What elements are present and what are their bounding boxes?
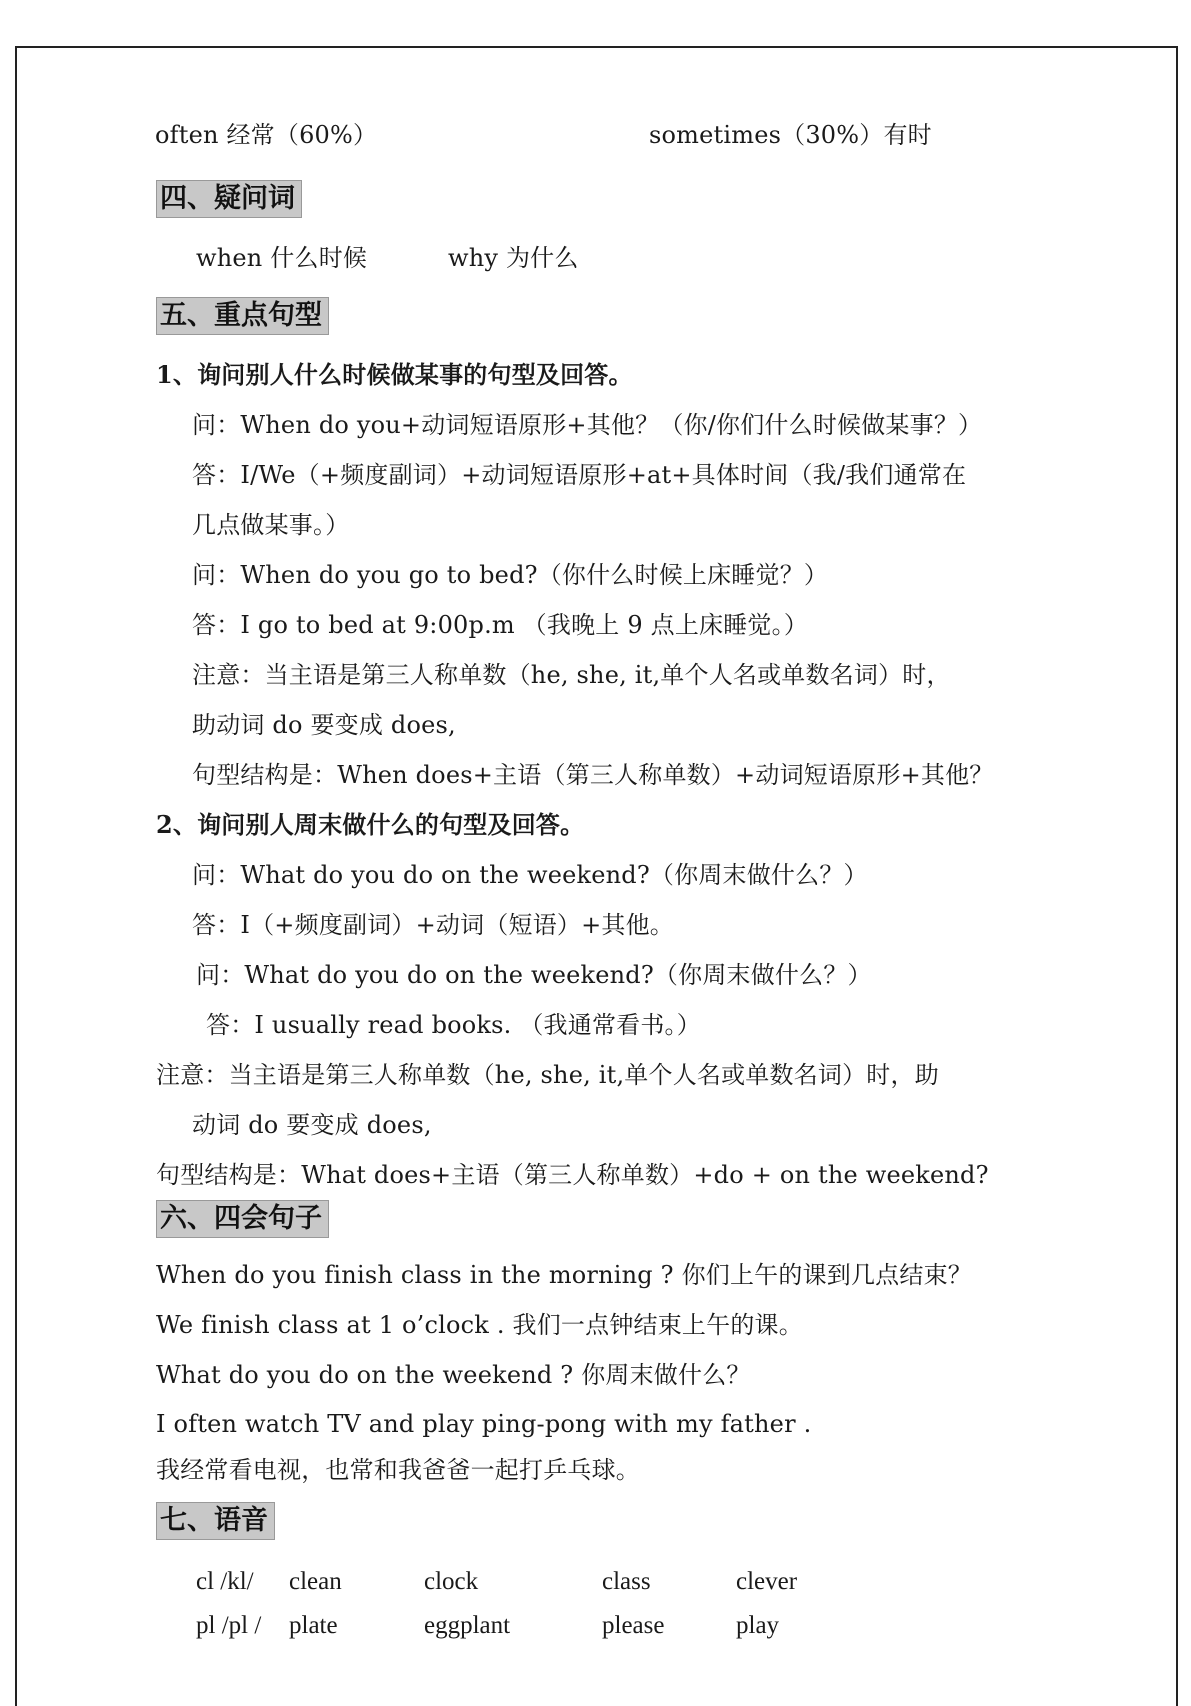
pattern-2-line-1: 问：What do you do on the weekend?（你周末做什么？）	[192, 861, 868, 889]
sentence-1: When do you finish class in the morning ? 你们上午的课到几点结束？	[156, 1261, 972, 1289]
pattern-1-line-8: 句型结构是：When does+主语（第三人称单数）+动词短语原形+其他？	[192, 761, 994, 789]
freq-often: often 经常（60%）	[155, 121, 378, 149]
phonics-word: plate	[289, 1612, 338, 1639]
phonics-word: clean	[289, 1568, 342, 1595]
word-why: why 为什么	[448, 244, 579, 272]
sentence-5: 我经常看电视，也常和我爸爸一起打乒乓球。	[156, 1456, 640, 1484]
sentence-2: We finish class at 1 o’clock . 我们一点钟结束上午的课。	[156, 1311, 803, 1339]
pattern-2-line-4: 答：I usually read books. （我通常看书。）	[206, 1011, 701, 1039]
phonics-word: play	[736, 1612, 780, 1639]
pattern-2-line-3: 问：What do you do on the weekend?（你周末做什么？）	[196, 961, 872, 989]
phonics-word: please	[602, 1612, 665, 1639]
sentence-4: I often watch TV and play ping-pong with my father .	[156, 1410, 812, 1438]
section-heading-question-words: 四、疑问词	[156, 180, 302, 218]
phonics-sound: cl /kl/	[196, 1568, 254, 1595]
phonics-word: clock	[424, 1568, 479, 1595]
word-when: when 什么时候	[196, 244, 368, 272]
pattern-1-line-5: 答：I go to bed at 9:00p.m （我晚上 9 点上床睡觉。）	[192, 611, 809, 639]
pattern-1-line-1: 问：When do you+动词短语原形+其他？（你/你们什么时候做某事？）	[192, 411, 983, 439]
phonics-word: clever	[736, 1568, 798, 1595]
section-heading-key-patterns: 五、重点句型	[156, 297, 329, 335]
phonics-word: class	[602, 1568, 651, 1595]
section-heading-phonics: 七、语音	[156, 1502, 275, 1540]
pattern-1-line-7: 助动词 do 要变成 does,	[192, 711, 456, 739]
phonics-word: eggplant	[424, 1612, 511, 1639]
pattern-1-line-4: 问：When do you go to bed?（你什么时候上床睡觉？）	[192, 561, 829, 589]
pattern-2-line-7: 句型结构是：What does+主语（第三人称单数）+do + on the weekend?	[156, 1161, 989, 1189]
pattern-2-line-2: 答：I（+频度副词）+动词（短语）+其他。	[192, 911, 675, 939]
section-heading-sentences: 六、四会句子	[156, 1200, 329, 1238]
freq-sometimes: sometimes（30%）有时	[649, 121, 932, 149]
sentence-3: What do you do on the weekend ? 你周末做什么？	[156, 1361, 751, 1389]
pattern-2-line-6: 动词 do 要变成 does,	[192, 1111, 432, 1139]
pattern-2-line-5: 注意：当主语是第三人称单数（he, she, it,单个人名或单数名词）时，助	[156, 1061, 939, 1089]
pattern-2-title: 2、询问别人周末做什么的句型及回答。	[156, 810, 585, 839]
pattern-1-line-6: 注意：当主语是第三人称单数（he, she, it,单个人名或单数名词）时，	[192, 661, 951, 689]
pattern-1-title: 1、询问别人什么时候做某事的句型及回答。	[156, 360, 633, 389]
phonics-sound: pl /pl /	[196, 1612, 262, 1639]
pattern-1-line-2: 答：I/We（+频度副词）+动词短语原形+at+具体时间（我/我们通常在	[192, 461, 967, 489]
pattern-1-line-3: 几点做某事。）	[192, 511, 350, 539]
